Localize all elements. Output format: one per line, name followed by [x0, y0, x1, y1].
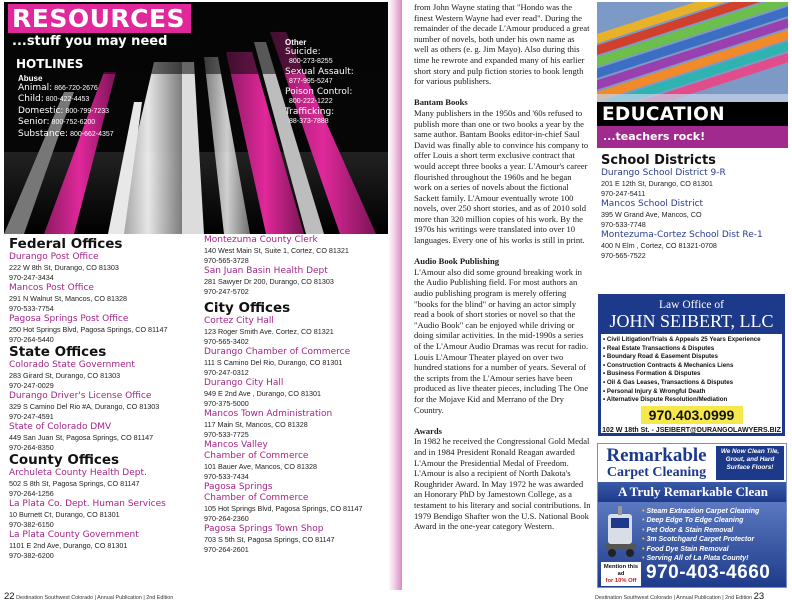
county-heading: County Offices [9, 452, 120, 468]
service-item: • Pet Odor & Stain Removal [642, 526, 734, 534]
carpet-body [598, 502, 787, 588]
service-item: • Steam Extraction Carpet Cleaning [642, 508, 760, 515]
list-item: La Plata Co. Dept. Human Services 10 Burnett Ct, Durango, CO 81301 970-382-6150 [9, 499, 166, 529]
list-item: Mancos Town Administration 117 Main St, Mancos, CO 81328 970-533-7725 [204, 409, 333, 439]
footer-left [4, 592, 173, 603]
abuse-list [18, 83, 168, 140]
list-item: Durango Chamber of Commerce 111 S Camino Del Rio, Durango, CO 81301 970-247-0312 [204, 347, 351, 377]
hotline-row: Suicide: 800-273-8255 [285, 47, 333, 65]
discount-coupon: Mention this ad for 10% Off [601, 562, 641, 586]
practice-area-item: • Business Formation & Disputes [603, 370, 701, 378]
hotlines-heading: HOTLINES [16, 57, 84, 71]
directory-left [9, 237, 204, 561]
list-item: Archuleta County Health Dept. 502 S 8th St, Pagosa Springs, CO 81147 970-264-1256 [9, 468, 147, 498]
page-gutter-band [388, 0, 402, 590]
practice-area-item: • Oil & Gas Leases, Transactions & Disputes [603, 378, 734, 386]
page-number-left: 22 [4, 591, 15, 602]
carpet-band [598, 482, 787, 502]
law-phone: 970.403.0999 [641, 406, 743, 424]
article-heading: Audio Book Publishing [414, 256, 500, 267]
hotline-row: Senior: 800-752-6200 [18, 117, 96, 128]
law-firm-name: JOHN SEIBERT, LLC [609, 311, 774, 331]
footer-left-text: Destination Southwest Colorado | Annual Publication | 2nd Edition [16, 595, 174, 601]
law-office-label: Law Office of [659, 299, 724, 311]
list-item: Colorado State Government 283 Girard St, Durango, CO 81303 970-247-0029 [9, 360, 135, 390]
list-item: Pagosa Springs Town Shop 703 S 5th St, Pagosa Springs, CO 81147 970-264-2601 [204, 524, 335, 554]
list-item: Mancos Valley Chamber of Commerce 101 Bauer Ave, Mancos, CO 81328 970-533-7434 [204, 440, 317, 481]
resources-hero [4, 2, 388, 234]
resources-subtitle: ...stuff you may need [12, 34, 168, 49]
law-address-email: 102 W 18th St. - JSEIBERT@DURANGOLAWYERS.BIZ [602, 426, 781, 434]
education-subtitle: ...teachers rock! [603, 130, 706, 143]
school-districts [601, 153, 791, 261]
practice-area-item: • Boundary Road & Easement Disputes [603, 353, 718, 361]
other-hotlines [285, 38, 388, 127]
hotline-row: Substance: 800-662-4357 [18, 128, 114, 139]
list-item: Mancos Post Office 291 N Walnut St, Mancos, CO 81328 970-533-7754 [9, 283, 127, 313]
list-item: San Juan Basin Health Dept 281 Sawyer Dr 200, Durango, CO 81303 970-247-5702 [204, 266, 334, 296]
service-item: • Deep Edge To Edge Cleaning [642, 517, 744, 525]
federal-heading: Federal Offices [9, 236, 123, 252]
practice-area-item: • Civil Litigation/Trials & Appeals 25 Years Experience [603, 336, 761, 343]
law-office-ad [598, 294, 785, 436]
footer-right [595, 592, 764, 603]
article-column [414, 2, 591, 542]
article-paragraph: from John Wayne stating that "Hondo was the finest Western Wayne had ever read". During the remainder of the decade L'Amour produced a great number of novels, both under his own name as well as others (e. g. Jim Mayo). Also during this time he rewrote and expanded many of his earlier short story and pulp fiction stories to book length for various publishers. [414, 2, 590, 87]
hotline-row: Poison Control: 800-222-1222 [285, 87, 353, 105]
carpet-phone: 970-403-4660 [646, 562, 771, 583]
education-title: EDUCATION [602, 104, 725, 125]
carpet-logo: Remarkable Carpet Cleaning [606, 445, 707, 480]
resources-title: RESOURCES [8, 4, 191, 33]
service-item: • 3m Scotchgard Carpet Protector [642, 536, 755, 544]
city-heading: City Offices [204, 300, 291, 316]
hotline-row: Trafficking: 88-373-7888 [285, 107, 335, 125]
carpet-slogan: A Truly Remarkable Clean [617, 484, 769, 499]
list-item: Montezuma County Clerk 140 West Main St, Suite 1, Cortez, CO 81321 970-565-3728 [204, 235, 349, 265]
list-item: Durango Post Office 222 W 8th St, Durango, CO 81303 970-247-3434 [9, 252, 119, 282]
districts-heading: School Districts [601, 153, 716, 168]
hotline-row: Animal: 866-720-2676 [18, 83, 98, 93]
cleaning-machine-icon [602, 506, 640, 558]
practice-area-item: • Personal Injury & Wrongful Death [603, 387, 706, 395]
list-item: Pagosa Springs Chamber of Commerce 105 Hot Springs Blvd, Pagosa Springs, CO 81147 970-264-2360 [204, 482, 363, 523]
hotline-row: Domestic: 800-799-7233 [18, 105, 110, 116]
law-ad-header [601, 297, 782, 334]
list-item: Mancos School District 395 W Grand Ave, Mancos, CO 970-533-7748 [601, 199, 704, 229]
other-heading: Other [285, 38, 307, 47]
article-heading: Awards [414, 425, 443, 436]
hotline-row: Sexual Assault: 877-995-5247 [285, 67, 354, 85]
article-paragraph: Many publishers in the 1950s and '60s refused to publish more than one or two books a year by the same author. Bantam Books editor-in-chief Saul David was finally able to convince his company to offer Louis a short term exclusive contract that would accept three books a year. L'Amour's career flourished throughout the 1960s and he began work on a series of novels about the fictional Sackett family. L'Amour eventually wrote 100 novels, over 250 short stories, and as of 2010 sold more than 320 million copies of his work. By the 1970s his writings were translated into over 10 languages. Every one of his works is still in print. [414, 107, 589, 246]
page-number-right: 23 [753, 591, 765, 602]
list-item: Durango Driver's License Office 329 S Camino Del Rio #A, Durango, CO 81303 970-247-4591 [9, 391, 160, 421]
practice-area-item: • Real Estate Transactions & Disputes [603, 344, 715, 352]
practice-areas [601, 334, 782, 405]
practice-area-item: • Construction Contracts & Mechanics Liens [603, 361, 734, 369]
abuse-heading: Abuse [18, 74, 43, 83]
footer-right-text: Destination Southwest Colorado | Annual Publication | 2nd Edition [595, 595, 753, 601]
list-item: State of Colorado DMV 449 San Juan St, Pagosa Springs, CO 81147 970-264-8350 [9, 422, 154, 452]
carpet-cleaning-ad [597, 443, 787, 588]
list-item: Cortez City Hall 123 Roger Smith Ave. Cortez, CO 81321 970-565-3402 [204, 316, 334, 346]
list-item: La Plata County Government 1101 E 2nd Ave, Durango, CO 81301 970-382-6200 [9, 530, 139, 560]
carpet-tagline: We Now Clean Tile, Grout, and Hard Surface Floors! [716, 446, 784, 480]
state-heading: State Offices [9, 344, 107, 360]
article-heading: Bantam Books [414, 97, 468, 108]
practice-area-item: • Alternative Dispute Resolution/Mediation [603, 396, 728, 404]
article-paragraph: L'Amour also did some ground breaking work in the Audio Publishing field. For most authors an audio publishing program is merely offering "books for the blind" or having an actor simply read a book of short stories or novel so that the "Audio Book" can be enjoyed while driving or doing similar activities. In the mid-1990s a series of the L'Amour Audio Dramas was recut for radio. Louis L'Amour Theater played on over two hundred stations for a number of years. Several of the scripts from the L'Amour series have been produced as live theater pieces, including The One for the Mojave Kid and Merrano of the Dry Country. [414, 266, 589, 415]
education-title-bar [597, 102, 788, 126]
list-item: Pagosa Springs Post Office 250 Hot Springs Blvd, Pagosa Springs, CO 81147 970-264-5440 [9, 314, 168, 344]
directory-middle [204, 235, 388, 555]
service-item: • Food Dye Stain Removal [642, 545, 729, 553]
list-item: Durango City Hall 949 E 2nd Ave , Durango, CO 81301 970-375-5000 [204, 378, 321, 408]
list-item: Montezuma-Cortez School Dist Re-1 400 N Elm , Cortez, CO 81321-0708 970-565-7522 [601, 230, 763, 260]
list-item: Durango School District 9-R 201 E 12th St, Durango, CO 81301 970-247-5411 [601, 168, 726, 198]
carpet-services [642, 507, 786, 563]
service-item: • Serving All of La Plata County! [642, 555, 749, 563]
hotline-row: Child: 800-422-4453 [18, 94, 90, 105]
education-subtitle-bar [597, 126, 788, 148]
article-paragraph: In 1982 he received the Congressional Gold Medal and in 1984 President Ronald Reagan awarded L'Amour the Presidential Medal of Freedom. L'Amour is also a recipient of North Dakota's Roughrider Award. In May 1972 he was awarded an Honorary PhD by Jamestown College, as a testament to his literary and social contributions. In 1979 Bendigo Shafter won the U.S. National Book Award in the one-year category Western. [414, 436, 591, 532]
